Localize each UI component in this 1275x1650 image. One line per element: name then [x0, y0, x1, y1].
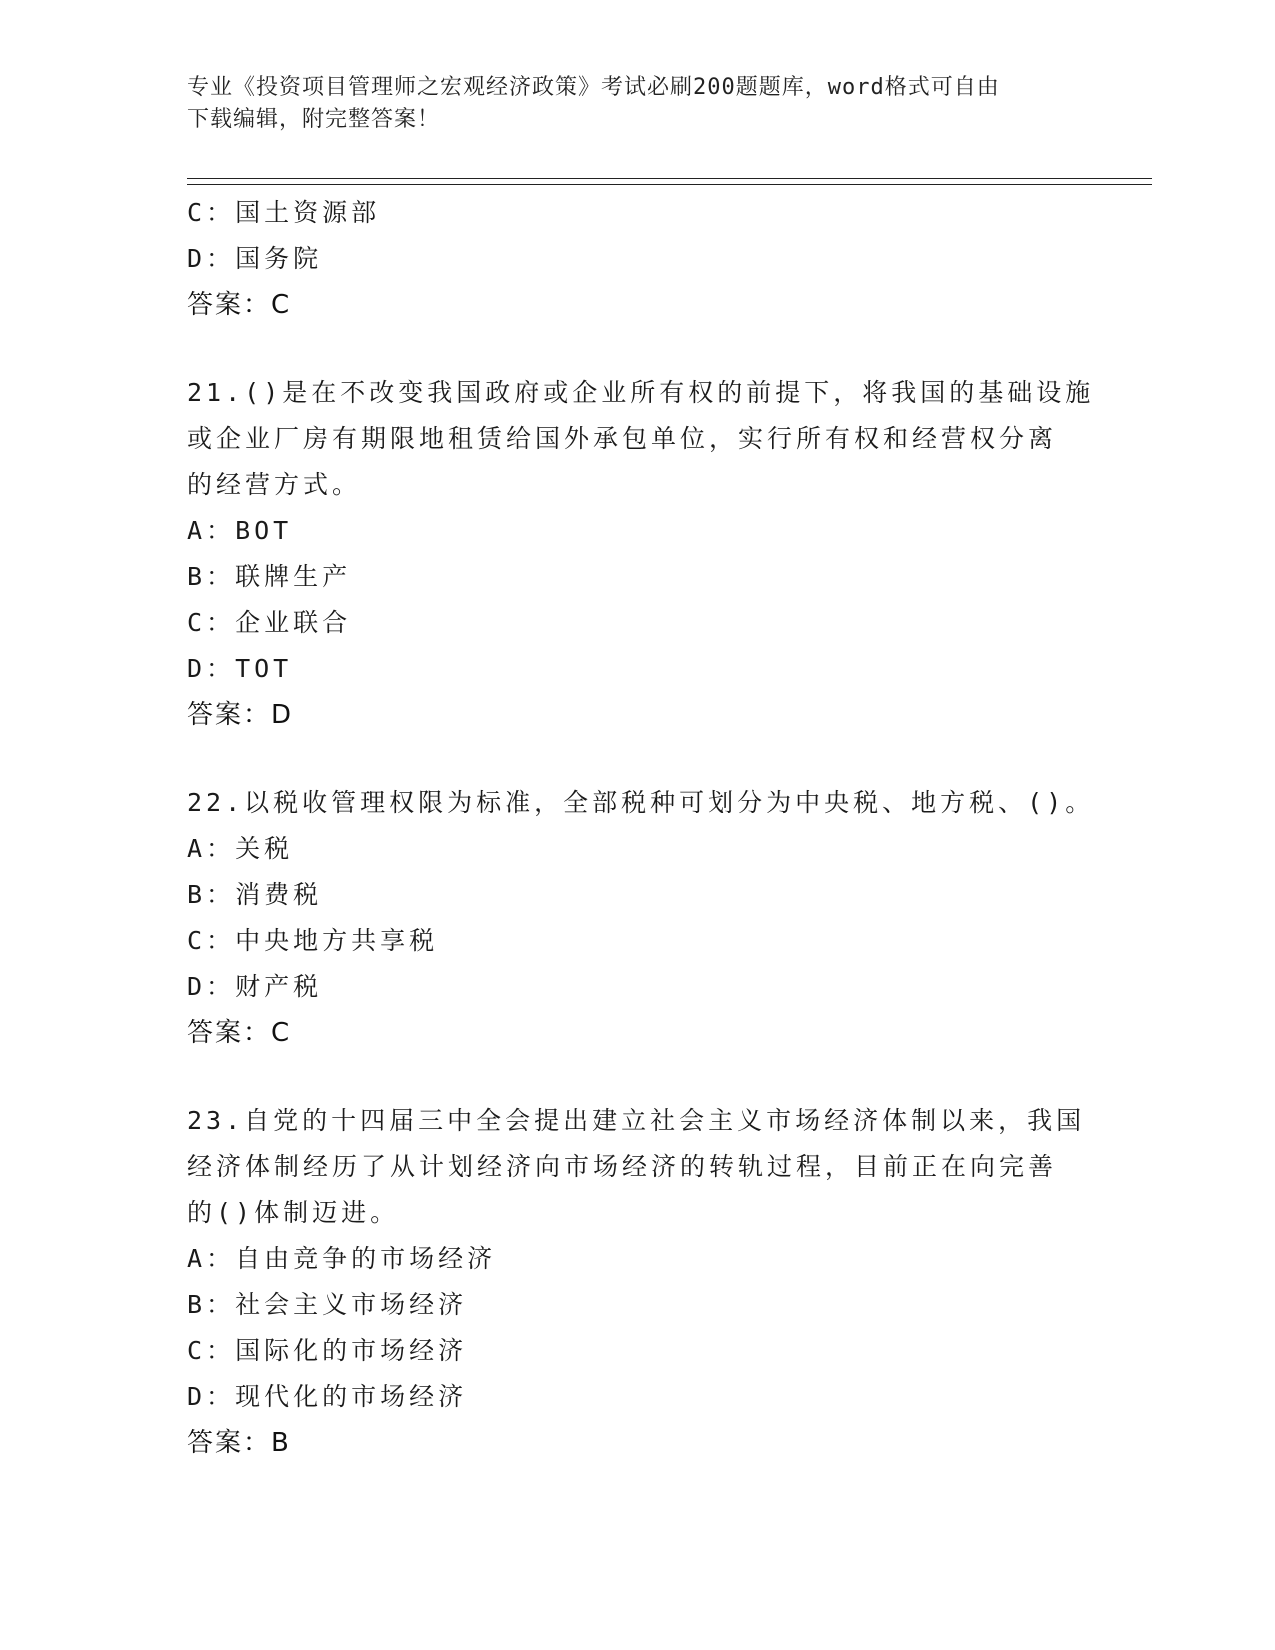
- header-line-1: 专业《投资项目管理师之宏观经济政策》考试必刷200题题库，word格式可自由: [187, 75, 1000, 100]
- question-stem-line: 经济体制经历了从计划经济向市场经济的转轨过程，目前正在向完善: [187, 1152, 1058, 1181]
- option-letter: D：: [187, 654, 236, 683]
- option-text: 自由竞争的市场经济: [235, 1244, 497, 1273]
- spacer: [187, 1056, 1087, 1098]
- question-stem-line: 22.以税收管理权限为标准，全部税种可划分为中央税、地方税、()。: [187, 788, 1095, 817]
- option-c: [187, 1328, 1087, 1374]
- question-stem-line: 或企业厂房有期限地租赁给国外承包单位，实行所有权和经营权分离: [187, 424, 1058, 453]
- option-a: [187, 1236, 1087, 1282]
- option-b: [187, 872, 1087, 918]
- document-header: [187, 72, 1067, 136]
- option-letter: C：: [187, 1336, 236, 1365]
- option-text: 国际化的市场经济: [235, 1336, 468, 1365]
- option-a: [187, 508, 1087, 554]
- option-text: 财产税: [235, 972, 323, 1001]
- option-d: [187, 1374, 1087, 1420]
- option-text: TOT: [235, 654, 293, 683]
- option-d: [187, 964, 1087, 1010]
- option-letter: C：: [187, 608, 236, 637]
- answer-line: 答案：C: [187, 1018, 292, 1048]
- question-stem-line: 23.自党的十四届三中全会提出建立社会主义市场经济体制以来，我国: [187, 1106, 1086, 1135]
- spacer: [187, 738, 1087, 780]
- option-letter: A：: [187, 516, 236, 545]
- question-stem-line: 的()体制迈进。: [187, 1198, 400, 1227]
- option-d: [187, 646, 1087, 692]
- option-a: [187, 826, 1087, 872]
- option-text: 中央地方共享税: [235, 926, 439, 955]
- option-d: [187, 236, 1087, 282]
- option-text: 现代化的市场经济: [235, 1382, 468, 1411]
- option-letter: C：: [187, 926, 236, 955]
- question-stem-line: 21.()是在不改变我国政府或企业所有权的前提下，将我国的基础设施: [187, 378, 1095, 407]
- option-text: 联牌生产: [235, 562, 352, 591]
- option-b: [187, 1282, 1087, 1328]
- option-letter: B：: [187, 1290, 236, 1319]
- option-letter: A：: [187, 1244, 236, 1273]
- option-letter: B：: [187, 562, 236, 591]
- option-b: [187, 554, 1087, 600]
- question-stem-line: 的经营方式。: [187, 470, 362, 499]
- option-text: 国务院: [235, 244, 323, 273]
- option-text: 消费税: [235, 880, 323, 909]
- question-23: [187, 1098, 1087, 1466]
- option-c: [187, 918, 1087, 964]
- option-text: 关税: [235, 834, 294, 863]
- option-text: 社会主义市场经济: [235, 1290, 468, 1319]
- question-21: [187, 370, 1095, 738]
- answer-line: 答案：C: [187, 290, 292, 320]
- question-content: [187, 190, 1095, 1466]
- option-text: 企业联合: [235, 608, 352, 637]
- header-line-2: 下载编辑，附完整答案！: [187, 107, 441, 132]
- option-letter: D：: [187, 972, 236, 1001]
- spacer: [187, 328, 1087, 370]
- option-letter: D：: [187, 1382, 236, 1411]
- option-letter: D：: [187, 244, 236, 273]
- header-divider: [187, 178, 1152, 185]
- carryover-block: [187, 190, 1087, 328]
- option-letter: C：: [187, 198, 236, 227]
- option-text: 国土资源部: [235, 198, 381, 227]
- option-c: [187, 600, 1087, 646]
- option-letter: A：: [187, 834, 236, 863]
- option-letter: B：: [187, 880, 236, 909]
- question-22: [187, 780, 1095, 1056]
- answer-line: 答案：D: [187, 700, 294, 730]
- answer-line: 答案：B: [187, 1428, 291, 1458]
- option-c: [187, 190, 1087, 236]
- option-text: BOT: [235, 516, 293, 545]
